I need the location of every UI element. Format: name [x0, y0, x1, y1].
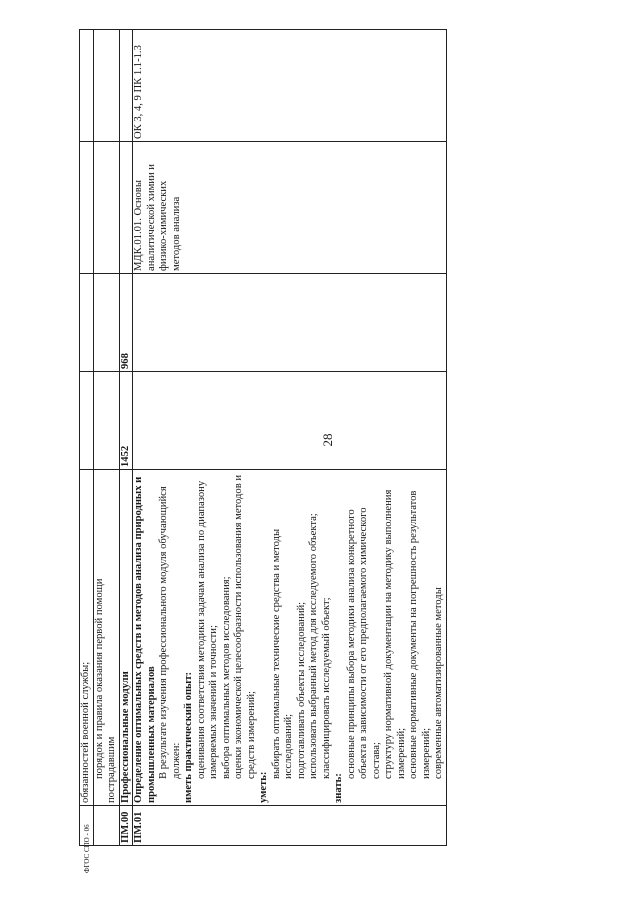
competencies: ОК 3, 4, 9 ПК 1.1-1.3 — [133, 30, 447, 142]
table-row — [133, 30, 447, 846]
page-number: 28 — [320, 433, 335, 447]
obligation-text: обязанностей военной службы; — [80, 470, 94, 806]
module-code: ПМ.01 — [133, 806, 447, 846]
module-code: ПМ.00 — [119, 806, 133, 846]
module-title: Профессиональные модули — [119, 470, 133, 806]
curriculum-table-wrapper — [79, 30, 640, 843]
module-description: Определение оптимальных средств и методов анализа природных и промышленных материалов В результате изучения профессионального модуля обучающийся должен: иметь практический опыт: оценивания соответствия методики задачам анализа по диапазону измеряемых значений и точности; выбора оптимальных методов исследования; оценки экономической целесообразности использования методов и средств измерений; уметь: выбирать оптимальные технические средства и методы исследований; подготавливать объекты исследований; использовать выбранный метод для исследуемого объекта; классифицировать исследуемый объект; знать: основные принципы выбора методики анализа конкретного объекта в зависимости от его предполагаемого химического состава; структуру нормативной документации на методику выполнения измерений; основные нормативные документы на погрешность результатов измерений; современные автоматизированные методы — [133, 470, 447, 806]
table-row — [93, 30, 119, 846]
table-row — [80, 30, 94, 846]
required-hours: 968 — [119, 274, 133, 372]
max-load: 1452 — [119, 372, 133, 470]
footer-standard-code: ФГОС СПО - 06 — [83, 824, 91, 873]
curriculum-table — [79, 29, 447, 846]
course-name: МДК.01.01. Основы аналитической химии и физико-химических методов анализа — [133, 142, 447, 274]
table-row — [119, 30, 133, 846]
first-aid-text: порядок и правила оказания первой помощи пострадавшим — [93, 470, 119, 806]
